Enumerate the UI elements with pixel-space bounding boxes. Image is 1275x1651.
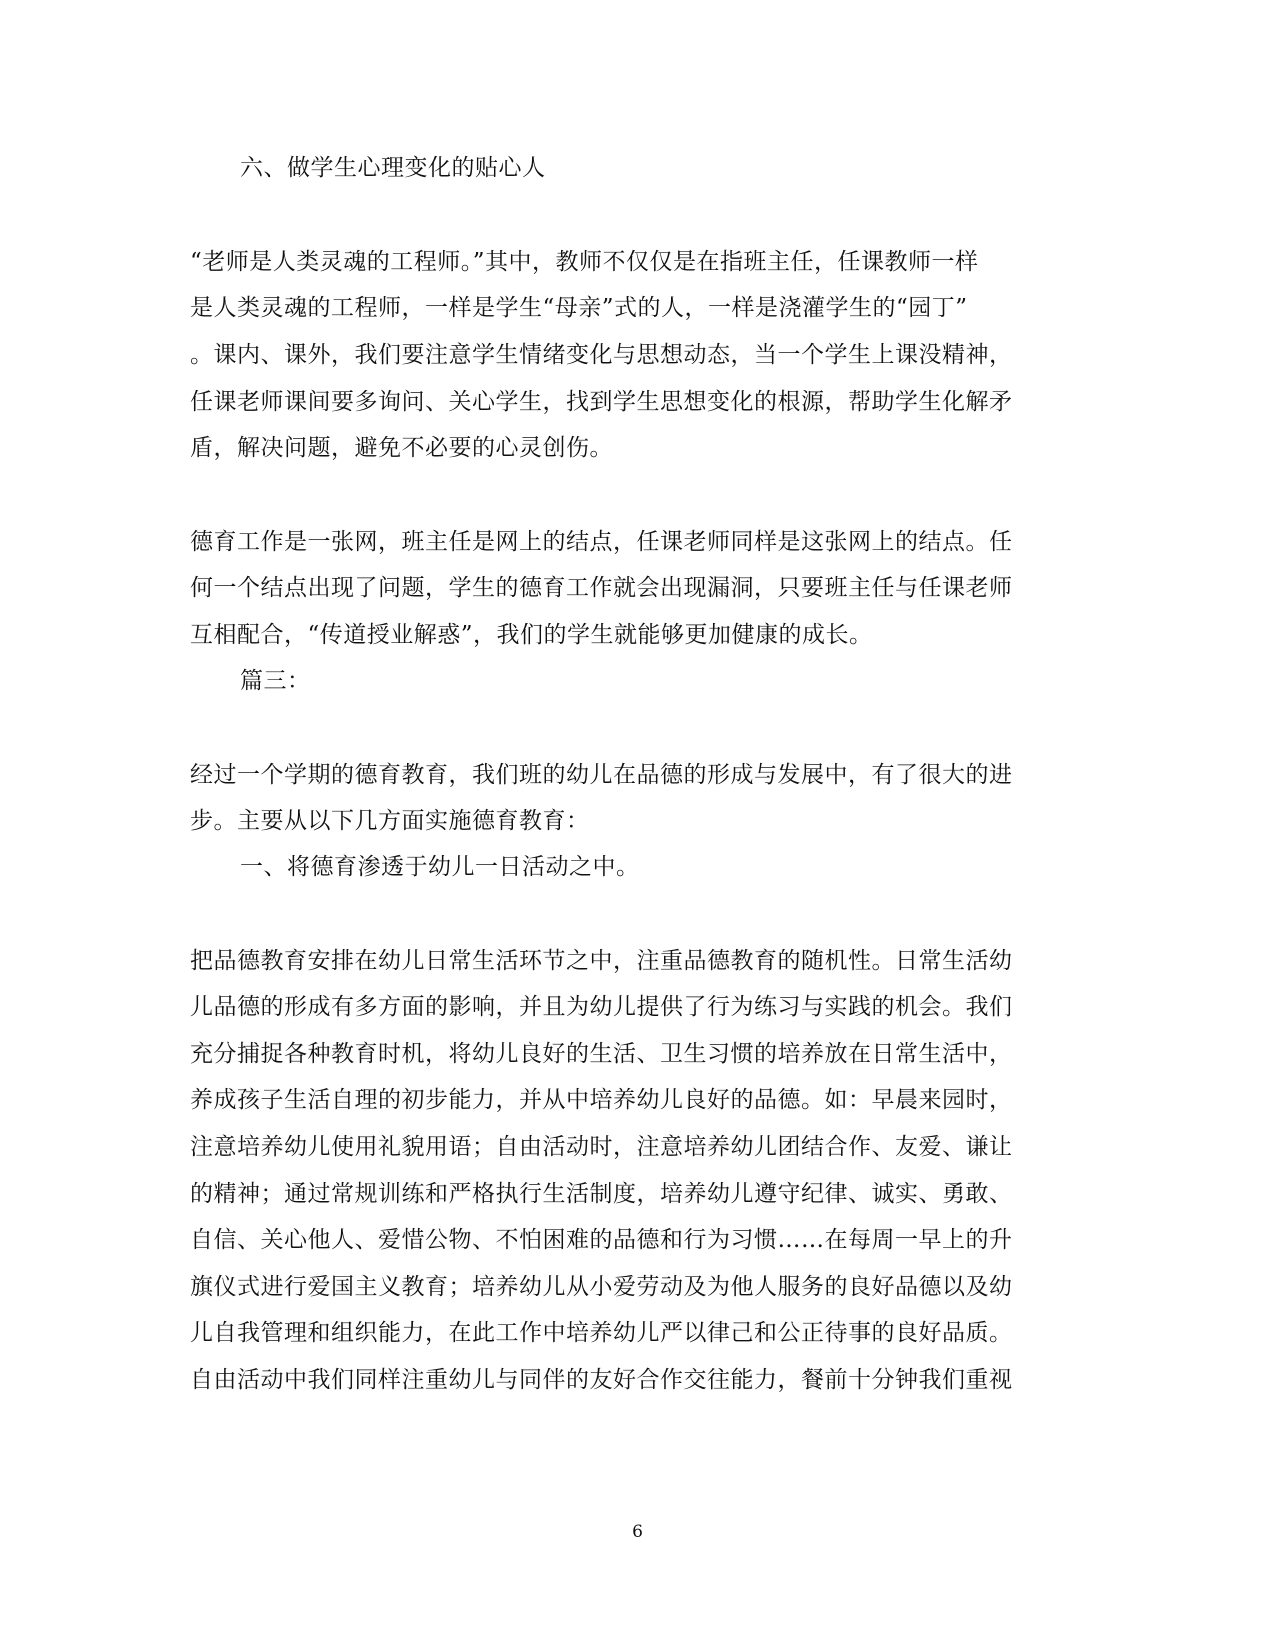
section-heading-six: 六、做学生心理变化的贴心人 [240, 155, 546, 181]
paragraph-line: “老师是人类灵魂的工程师。”其中，教师不仅仅是在指班主任，任课教师一样 [190, 249, 979, 275]
paragraph-line: 儿自我管理和组织能力，在此工作中培养幼儿严以律己和公正待事的良好品质。 [190, 1320, 1013, 1346]
paragraph-line: 注意培养幼儿使用礼貌用语；自由活动时，注意培养幼儿团结合作、友爱、谦让 [190, 1134, 1013, 1160]
paragraph-line: 自由活动中我们同样注重幼儿与同伴的友好合作交往能力，餐前十分钟我们重视 [190, 1367, 1013, 1393]
paragraph-line: 养成孩子生活自理的初步能力，并从中培养幼儿良好的品德。如：早晨来园时， [190, 1087, 1013, 1113]
paragraph-line: 德育工作是一张网，班主任是网上的结点，任课老师同样是这张网上的结点。任 [190, 529, 1013, 555]
paragraph-line: 把品德教育安排在幼儿日常生活环节之中，注重品德教育的随机性。日常生活幼 [190, 948, 1013, 974]
paragraph-line: 儿品德的形成有多方面的影响，并且为幼儿提供了行为练习与实践的机会。我们 [190, 994, 1013, 1020]
paragraph-line: 经过一个学期的德育教育，我们班的幼儿在品德的形成与发展中，有了很大的进 [190, 762, 1013, 788]
paragraph-line: 步。主要从以下几方面实施德育教育： [190, 808, 590, 834]
section-heading-one: 一、将德育渗透于幼儿一日活动之中。 [240, 854, 640, 880]
paragraph-line: 旗仪式进行爱国主义教育；培养幼儿从小爱劳动及为他人服务的良好品德以及幼 [190, 1274, 1013, 1300]
paragraph-line: 充分捕捉各种教育时机，将幼儿良好的生活、卫生习惯的培养放在日常生活中， [190, 1041, 1013, 1067]
paragraph-line: 盾，解决问题，避免不必要的心灵创伤。 [190, 435, 613, 461]
paragraph-line: 何一个结点出现了问题，学生的德育工作就会出现漏洞，只要班主任与任课老师 [190, 575, 1013, 601]
paragraph-line: 是人类灵魂的工程师，一样是学生“母亲”式的人，一样是浇灌学生的“园丁” [190, 295, 968, 321]
paragraph-line: 任课老师课间要多询问、关心学生，找到学生思想变化的根源，帮助学生化解矛 [190, 389, 1013, 415]
paragraph-line: 的精神；通过常规训练和严格执行生活制度，培养幼儿遵守纪律、诚实、勇敢、 [190, 1181, 1013, 1207]
paragraph-line: 。课内、课外，我们要注意学生情绪变化与思想动态，当一个学生上课没精神， [190, 342, 1013, 368]
section-three-label: 篇三： [240, 668, 311, 694]
page-number: 6 [632, 1522, 643, 1542]
paragraph-line: 互相配合，“传道授业解惑”，我们的学生就能够更加健康的成长。 [190, 622, 873, 648]
paragraph-line: 自信、关心他人、爱惜公物、不怕困难的品德和行为习惯……在每周一早上的升 [190, 1227, 1013, 1253]
